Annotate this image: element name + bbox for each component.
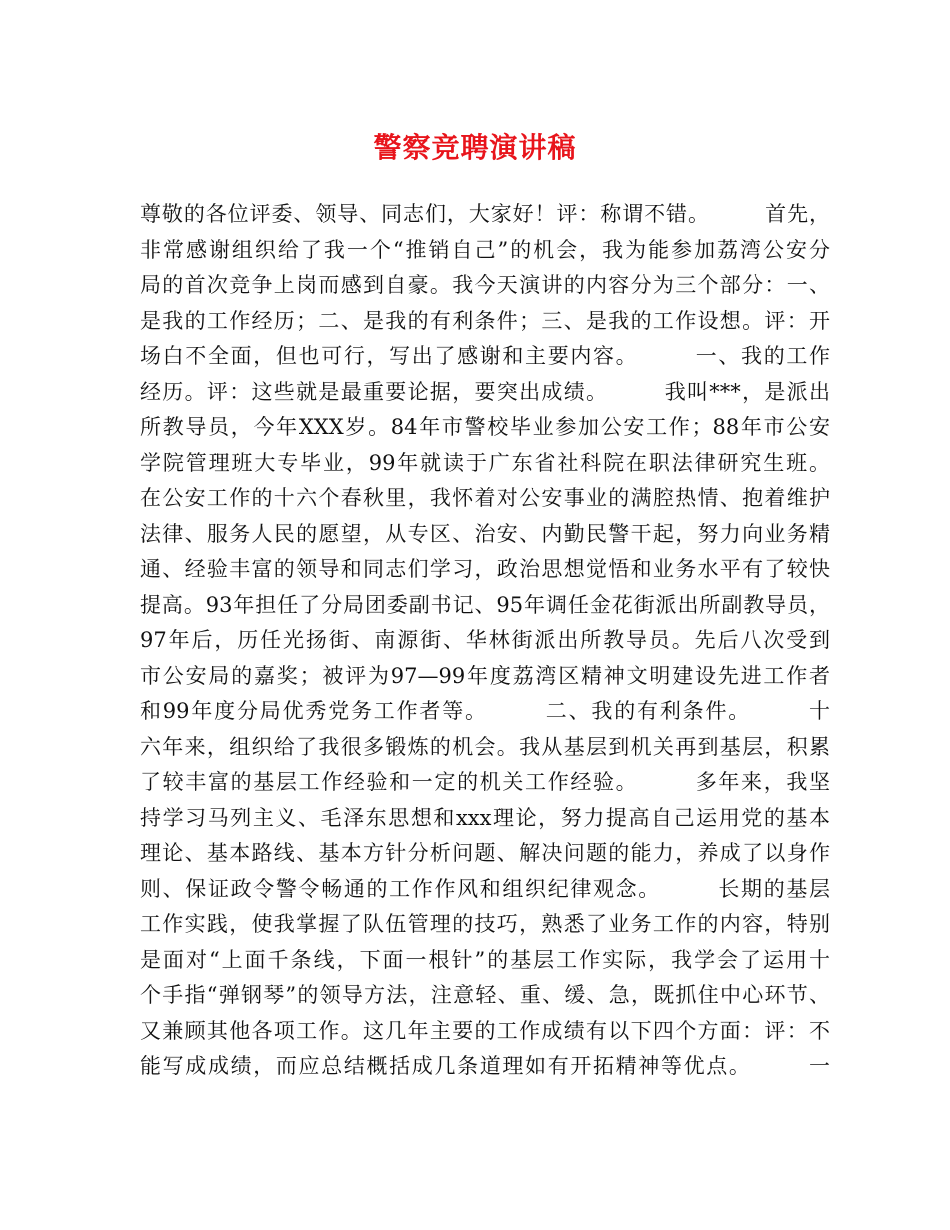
body-line: 工作实践，使我掌握了队伍管理的技巧，熟悉了业务工作的内容，特别	[140, 912, 830, 936]
body-line: 是我的工作经历；二、是我的有利条件；三、是我的工作设想。评：开	[140, 308, 830, 333]
body-line: 个手指“弹钢琴”的领导方法，注意轻、重、缓、急，既抓住中心环节、	[140, 983, 830, 1007]
body-line: 和99年度分局优秀党务工作者等。 二、我的有利条件。 十	[140, 699, 830, 723]
document-title: 警察竞聘演讲稿	[373, 131, 577, 164]
body-line: 法律、服务人民的愿望，从专区、治安、内勤民警干起，努力向业务精	[140, 521, 830, 546]
body-line: 持学习马列主义、毛泽东思想和xxx理论，努力提高自己运用党的基本	[140, 805, 830, 830]
body-line: 提高。93年担任了分局团委副书记、95年调任金花街派出所副教导员，	[140, 592, 830, 617]
body-line: 局的首次竞争上岗而感到自豪。我今天演讲的内容分为三个部分：一、	[140, 273, 830, 297]
body-line: 了较丰富的基层工作经验和一定的机关工作经验。 多年来，我坚	[140, 770, 830, 794]
body-line: 六年来，组织给了我很多锻炼的机会。我从基层到机关再到基层，积累	[140, 734, 830, 759]
body-line: 能写成成绩，而应总结概括成几条道理如有开拓精神等优点。 一	[140, 1054, 830, 1078]
body-line: 场白不全面，但也可行，写出了感谢和主要内容。 一、我的工作	[140, 344, 830, 368]
body-line: 是面对“上面千条线，下面一根针”的基层工作实际，我学会了运用十	[140, 947, 830, 972]
body-line: 非常感谢组织给了我一个“推销自己”的机会，我为能参加荔湾公安分	[140, 237, 830, 262]
body-line: 尊敬的各位评委、领导、同志们，大家好！评：称谓不错。 首先，	[140, 202, 830, 226]
body-line: 理论、基本路线、基本方针分析问题、解决问题的能力，养成了以身作	[140, 841, 830, 865]
body-line: 所教导员，今年XXX岁。84年市警校毕业参加公安工作；88年市公安	[140, 415, 830, 439]
body-line: 学院管理班大专毕业，99年就读于广东省社科院在职法律研究生班。	[140, 450, 830, 475]
body-line: 则、保证政令警令畅通的工作作风和组织纪律观念。 长期的基层	[140, 876, 830, 901]
body-line: 97年后，历任光扬街、南源街、华林街派出所教导员。先后八次受到	[140, 628, 830, 652]
body-line: 又兼顾其他各项工作。这几年主要的工作成绩有以下四个方面：评：不	[140, 1018, 830, 1043]
body-line: 通、经验丰富的领导和同志们学习，政治思想觉悟和业务水平有了较快	[140, 557, 830, 581]
body-line: 经历。评：这些就是最重要论据，要突出成绩。 我叫***，是派出	[140, 379, 830, 404]
body-line: 市公安局的嘉奖；被评为97—99年度荔湾区精神文明建设先进工作者	[140, 663, 830, 688]
document-body	[140, 197, 830, 1085]
body-line: 在公安工作的十六个春秋里，我怀着对公安事业的满腔热情、抱着维护	[140, 486, 830, 510]
